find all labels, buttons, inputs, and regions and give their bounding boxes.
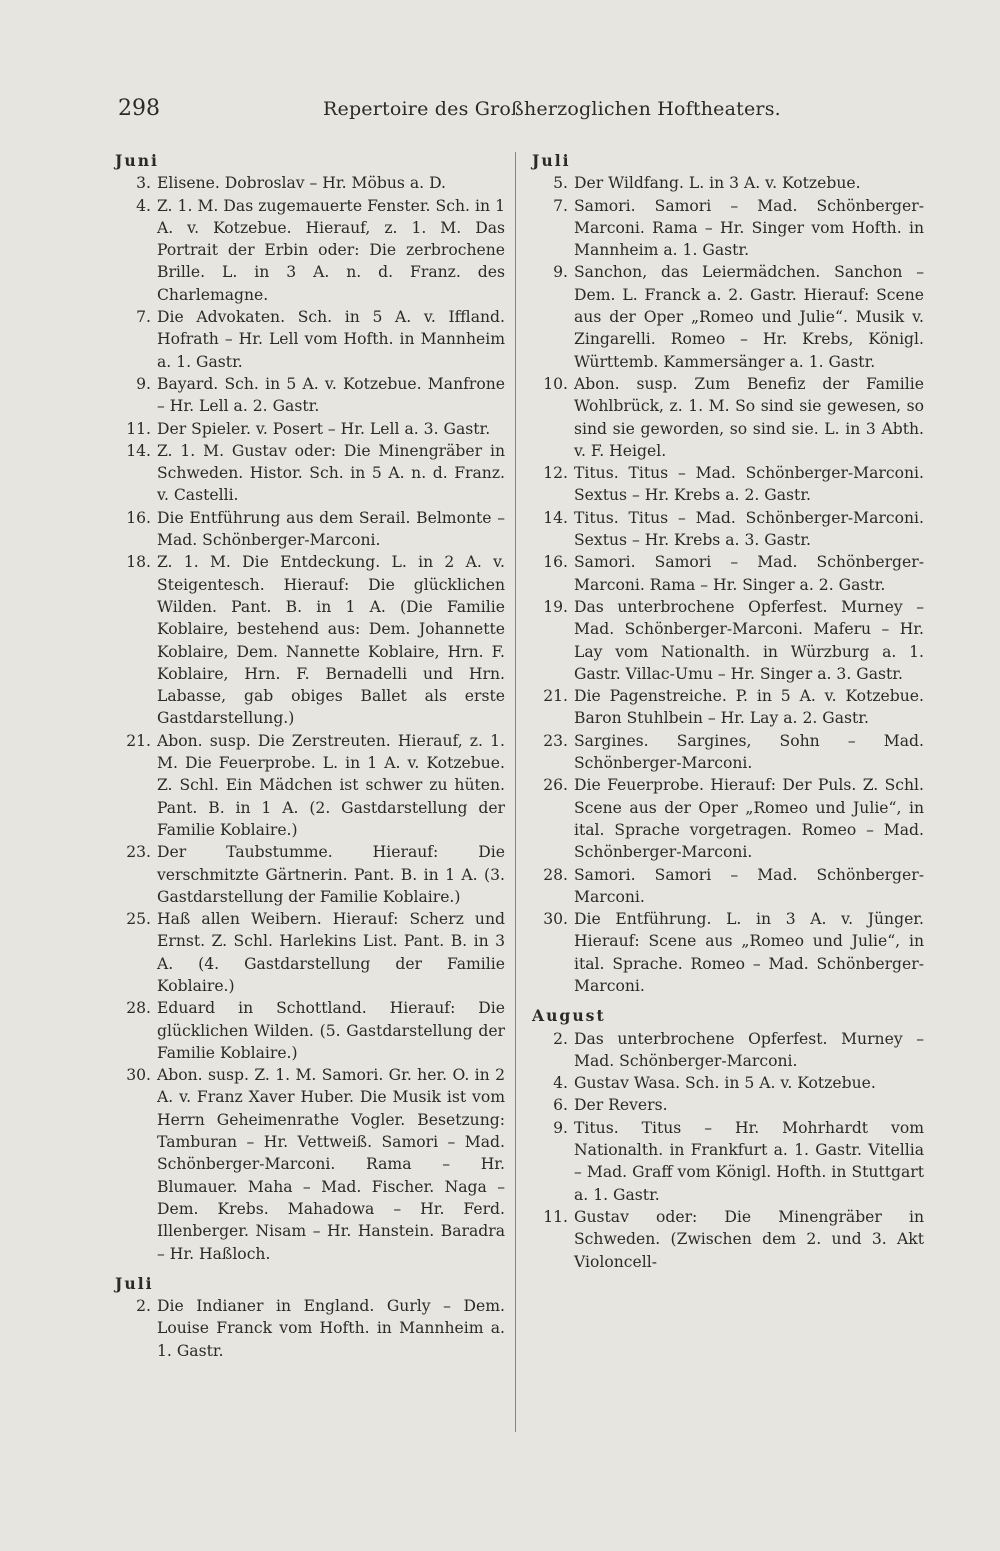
entry-day: 2.	[553, 1029, 568, 1048]
entry-text: Der Revers.	[574, 1096, 668, 1115]
entry-day: 4.	[553, 1074, 568, 1093]
entry-text: Titus. Titus – Mad. Schönberger-Marconi. Sextus – Hr. Krebs a. 3. Gastr.	[574, 508, 924, 550]
entry-day: 30.	[543, 910, 568, 929]
repertoire-entry	[532, 864, 924, 909]
repertoire-entry	[115, 306, 505, 373]
repertoire-entry	[115, 1295, 505, 1362]
column-divider	[515, 152, 516, 1432]
entry-day: 7.	[136, 308, 151, 327]
entry-text: Die Advokaten. Sch. in 5 A. v. Iffland. Hofrath – Hr. Lell vom Hofth. in Mannheim a. 1. Gastr.	[157, 308, 505, 371]
entry-day: 9.	[136, 374, 151, 393]
entry-text: Samori. Samori – Mad. Schönberger-Marconi. Rama – Hr. Singer vom Hofth. in Mannheim a. 1. Gastr.	[574, 196, 924, 260]
entry-day: 14.	[543, 508, 568, 527]
entry-day: 11.	[126, 419, 151, 438]
repertoire-entry	[115, 507, 505, 552]
repertoire-entry	[532, 195, 924, 262]
entry-day: 6.	[553, 1096, 568, 1115]
entry-text: Gustav oder: Die Minengräber in Schweden. (Zwischen dem 2. und 3. Akt Violoncell-	[574, 1207, 924, 1271]
entry-day: 14.	[126, 441, 151, 460]
left-column	[115, 150, 505, 1362]
entry-text: Die Entführung aus dem Serail. Belmonte – Mad. Schönberger-Marconi.	[157, 508, 505, 550]
entry-text: Titus. Titus – Hr. Mohrhardt vom Nationalth. in Frankfurt a. 1. Gastr. Vitellia – Mad. Graff vom Königl. Hofth. in Stuttgart a. 1. Gastr.	[574, 1118, 924, 1204]
entry-text: Samori. Samori – Mad. Schönberger-Marconi. Rama – Hr. Singer a. 2. Gastr.	[574, 553, 924, 594]
entry-day: 25.	[126, 910, 151, 929]
month-heading: August	[532, 1006, 606, 1026]
entry-text: Der Taubstumme. Hierauf: Die verschmitzte Gärtnerin. Pant. B. in 1 A. (3. Gastdarstellung der Familie Koblaire.)	[157, 843, 505, 906]
entry-day: 23.	[126, 843, 151, 862]
running-title: Repertoire des Großherzoglichen Hoftheaters.	[323, 98, 781, 120]
repertoire-entry	[532, 172, 924, 194]
entry-day: 11.	[543, 1207, 568, 1226]
entry-text: Die Indianer in England. Gurly – Dem. Louise Franck vom Hofth. in Mannheim a. 1. Gastr.	[157, 1297, 505, 1360]
page-number: 298	[118, 96, 160, 121]
entry-day: 23.	[543, 731, 568, 750]
repertoire-entry	[532, 1117, 924, 1206]
repertoire-entry	[115, 418, 505, 440]
repertoire-entry	[532, 551, 924, 596]
entry-day: 28.	[126, 999, 151, 1018]
repertoire-entry	[532, 507, 924, 552]
entry-text: Bayard. Sch. in 5 A. v. Kotzebue. Manfrone – Hr. Lell a. 2. Gastr.	[157, 374, 505, 416]
month-heading: Juli	[532, 151, 571, 170]
entry-text: Abon. susp. Z. 1. M. Samori. Gr. her. O. in 2 A. v. Franz Xaver Huber. Die Musik ist vom Herrn Geheimenrathe Vogler. Besetzung: Tamburan – Hr. Vettweiß. Samori – Mad. Schönberger-Marconi. Rama – Hr. Blumauer. Maha – Mad. Fischer. Naga – Dem. Krebs. Mahadowa – Hr. Ferd. Illenberger. Nisam – Hr. Hanstein. Baradra – Hr. Haßloch.	[157, 1066, 505, 1263]
entry-text: Z. 1. M. Das zugemauerte Fenster. Sch. in 1 A. v. Kotzebue. Hierauf, z. 1. M. Das Portrait der Erbin oder: Die zerbrochene Brille. L. in 3 A. n. d. Franz. des Charlemagne.	[157, 196, 505, 304]
entry-day: 9.	[553, 1118, 568, 1137]
repertoire-entry	[115, 551, 505, 729]
entry-day: 30.	[126, 1066, 151, 1085]
entry-text: Sanchon, das Leiermädchen. Sanchon – Dem. L. Franck a. 2. Gastr. Hierauf: Scene aus der Oper „Romeo und Julie“. Musik v. Zingarelli. Romeo – Hr. Krebs, Königl. Württemb. Kammersänger a. 1. Gastr.	[574, 263, 924, 371]
repertoire-entry	[532, 373, 924, 462]
repertoire-entry	[115, 172, 505, 194]
repertoire-entry	[532, 1206, 924, 1273]
entry-day: 19.	[543, 597, 568, 616]
repertoire-entry	[115, 440, 505, 507]
entry-text: Das unterbrochene Opferfest. Murney – Mad. Schönberger-Marconi.	[574, 1029, 924, 1070]
month-heading: Juni	[115, 151, 159, 170]
entry-day: 16.	[543, 553, 568, 572]
repertoire-entry	[115, 908, 505, 997]
entry-text: Elisene. Dobroslav – Hr. Möbus a. D.	[157, 174, 447, 193]
entry-text: Titus. Titus – Mad. Schönberger-Marconi. Sextus – Hr. Krebs a. 2. Gastr.	[574, 464, 924, 505]
entry-day: 18.	[126, 553, 151, 572]
repertoire-entry	[532, 730, 924, 775]
repertoire-entry	[115, 195, 505, 306]
entry-day: 2.	[136, 1297, 151, 1316]
entry-day: 26.	[543, 776, 568, 795]
entry-day: 16.	[126, 508, 151, 527]
entry-text: Sargines. Sargines, Sohn – Mad. Schönberger-Marconi.	[574, 731, 924, 773]
repertoire-entry	[532, 774, 924, 863]
repertoire-entry	[115, 841, 505, 908]
entry-text: Eduard in Schottland. Hierauf: Die glücklichen Wilden. (5. Gastdarstellung der Familie Koblaire.)	[157, 999, 505, 1062]
entry-text: Abon. susp. Zum Benefiz der Familie Wohlbrück, z. 1. M. So sind sie gewesen, so sind sie geworden, so sind sie. L. in 3 Abth. v. F. Heigel.	[574, 374, 924, 460]
repertoire-entry	[532, 1094, 924, 1116]
entry-text: Samori. Samori – Mad. Schönberger-Marconi.	[574, 865, 924, 906]
entry-text: Haß allen Weibern. Hierauf: Scherz und Ernst. Z. Schl. Harlekins List. Pant. B. in 3 A. (4. Gastdarstellung der Familie Koblaire.)	[157, 910, 505, 995]
entry-day: 28.	[543, 865, 568, 884]
entry-day: 21.	[543, 687, 568, 706]
entry-text: Abon. susp. Die Zerstreuten. Hierauf, z. 1. M. Die Feuerprobe. L. in 1 A. v. Kotzebue. Z. Schl. Ein Mädchen ist schwer zu hüten. Pant. B. in 1 A. (2. Gastdarstellung der Familie Koblaire.)	[157, 731, 505, 839]
entry-text: Der Spieler. v. Posert – Hr. Lell a. 3. Gastr.	[157, 419, 491, 438]
right-column	[532, 150, 924, 1273]
repertoire-entry	[532, 261, 924, 372]
entry-text: Die Pagenstreiche. P. in 5 A. v. Kotzebue. Baron Stuhlbein – Hr. Lay a. 2. Gastr.	[574, 687, 924, 728]
page-header	[118, 96, 908, 126]
entry-day: 4.	[136, 196, 151, 215]
entry-day: 21.	[126, 731, 151, 750]
entry-day: 7.	[553, 196, 568, 215]
repertoire-entry	[532, 1072, 924, 1094]
repertoire-entry	[532, 596, 924, 685]
entry-text: Gustav Wasa. Sch. in 5 A. v. Kotzebue.	[574, 1074, 876, 1093]
month-heading: Juli	[115, 1273, 154, 1293]
entry-day: 12.	[543, 464, 568, 483]
repertoire-entry	[115, 1064, 505, 1265]
repertoire-entry	[532, 685, 924, 730]
repertoire-entry	[115, 730, 505, 841]
repertoire-entry	[115, 997, 505, 1064]
entry-text: Z. 1. M. Die Entdeckung. L. in 2 A. v. Steigentesch. Hierauf: Die glücklichen Wilden. Pant. B. in 1 A. (Die Familie Koblaire, bestehend aus: Dem. Johannette Koblaire, Dem. Nannette Koblaire, Hrn. F. Koblaire, Hrn. F. Bernadelli und Hrn. Labasse, gab obiges Ballet als erste Gastdarstellung.)	[157, 553, 505, 728]
entry-day: 5.	[553, 174, 568, 193]
repertoire-entry	[115, 373, 505, 418]
entry-text: Das unterbrochene Opferfest. Murney – Mad. Schönberger-Marconi. Maferu – Hr. Lay vom Nationalth. in Würzburg a. 1. Gastr. Villac-Umu – Hr. Singer a. 3. Gastr.	[574, 597, 924, 683]
repertoire-entry	[532, 908, 924, 997]
entry-text: Der Wildfang. L. in 3 A. v. Kotzebue.	[574, 174, 861, 193]
entry-text: Die Entführung. L. in 3 A. v. Jünger. Hierauf: Scene aus „Romeo und Julie“, in ital. Sprache. Romeo – Mad. Schönberger-Marconi.	[574, 910, 924, 995]
entry-day: 3.	[136, 174, 151, 193]
entry-text: Z. 1. M. Gustav oder: Die Minengräber in Schweden. Histor. Sch. in 5 A. n. d. Franz. v. Castelli.	[157, 441, 505, 505]
repertoire-entry	[532, 1028, 924, 1073]
entry-day: 9.	[553, 263, 568, 282]
entry-day: 10.	[543, 374, 568, 393]
repertoire-entry	[532, 462, 924, 507]
entry-text: Die Feuerprobe. Hierauf: Der Puls. Z. Schl. Scene aus der Oper „Romeo und Julie“, in ital. Sprache vorgetragen. Romeo – Mad. Schönberger-Marconi.	[574, 776, 924, 862]
